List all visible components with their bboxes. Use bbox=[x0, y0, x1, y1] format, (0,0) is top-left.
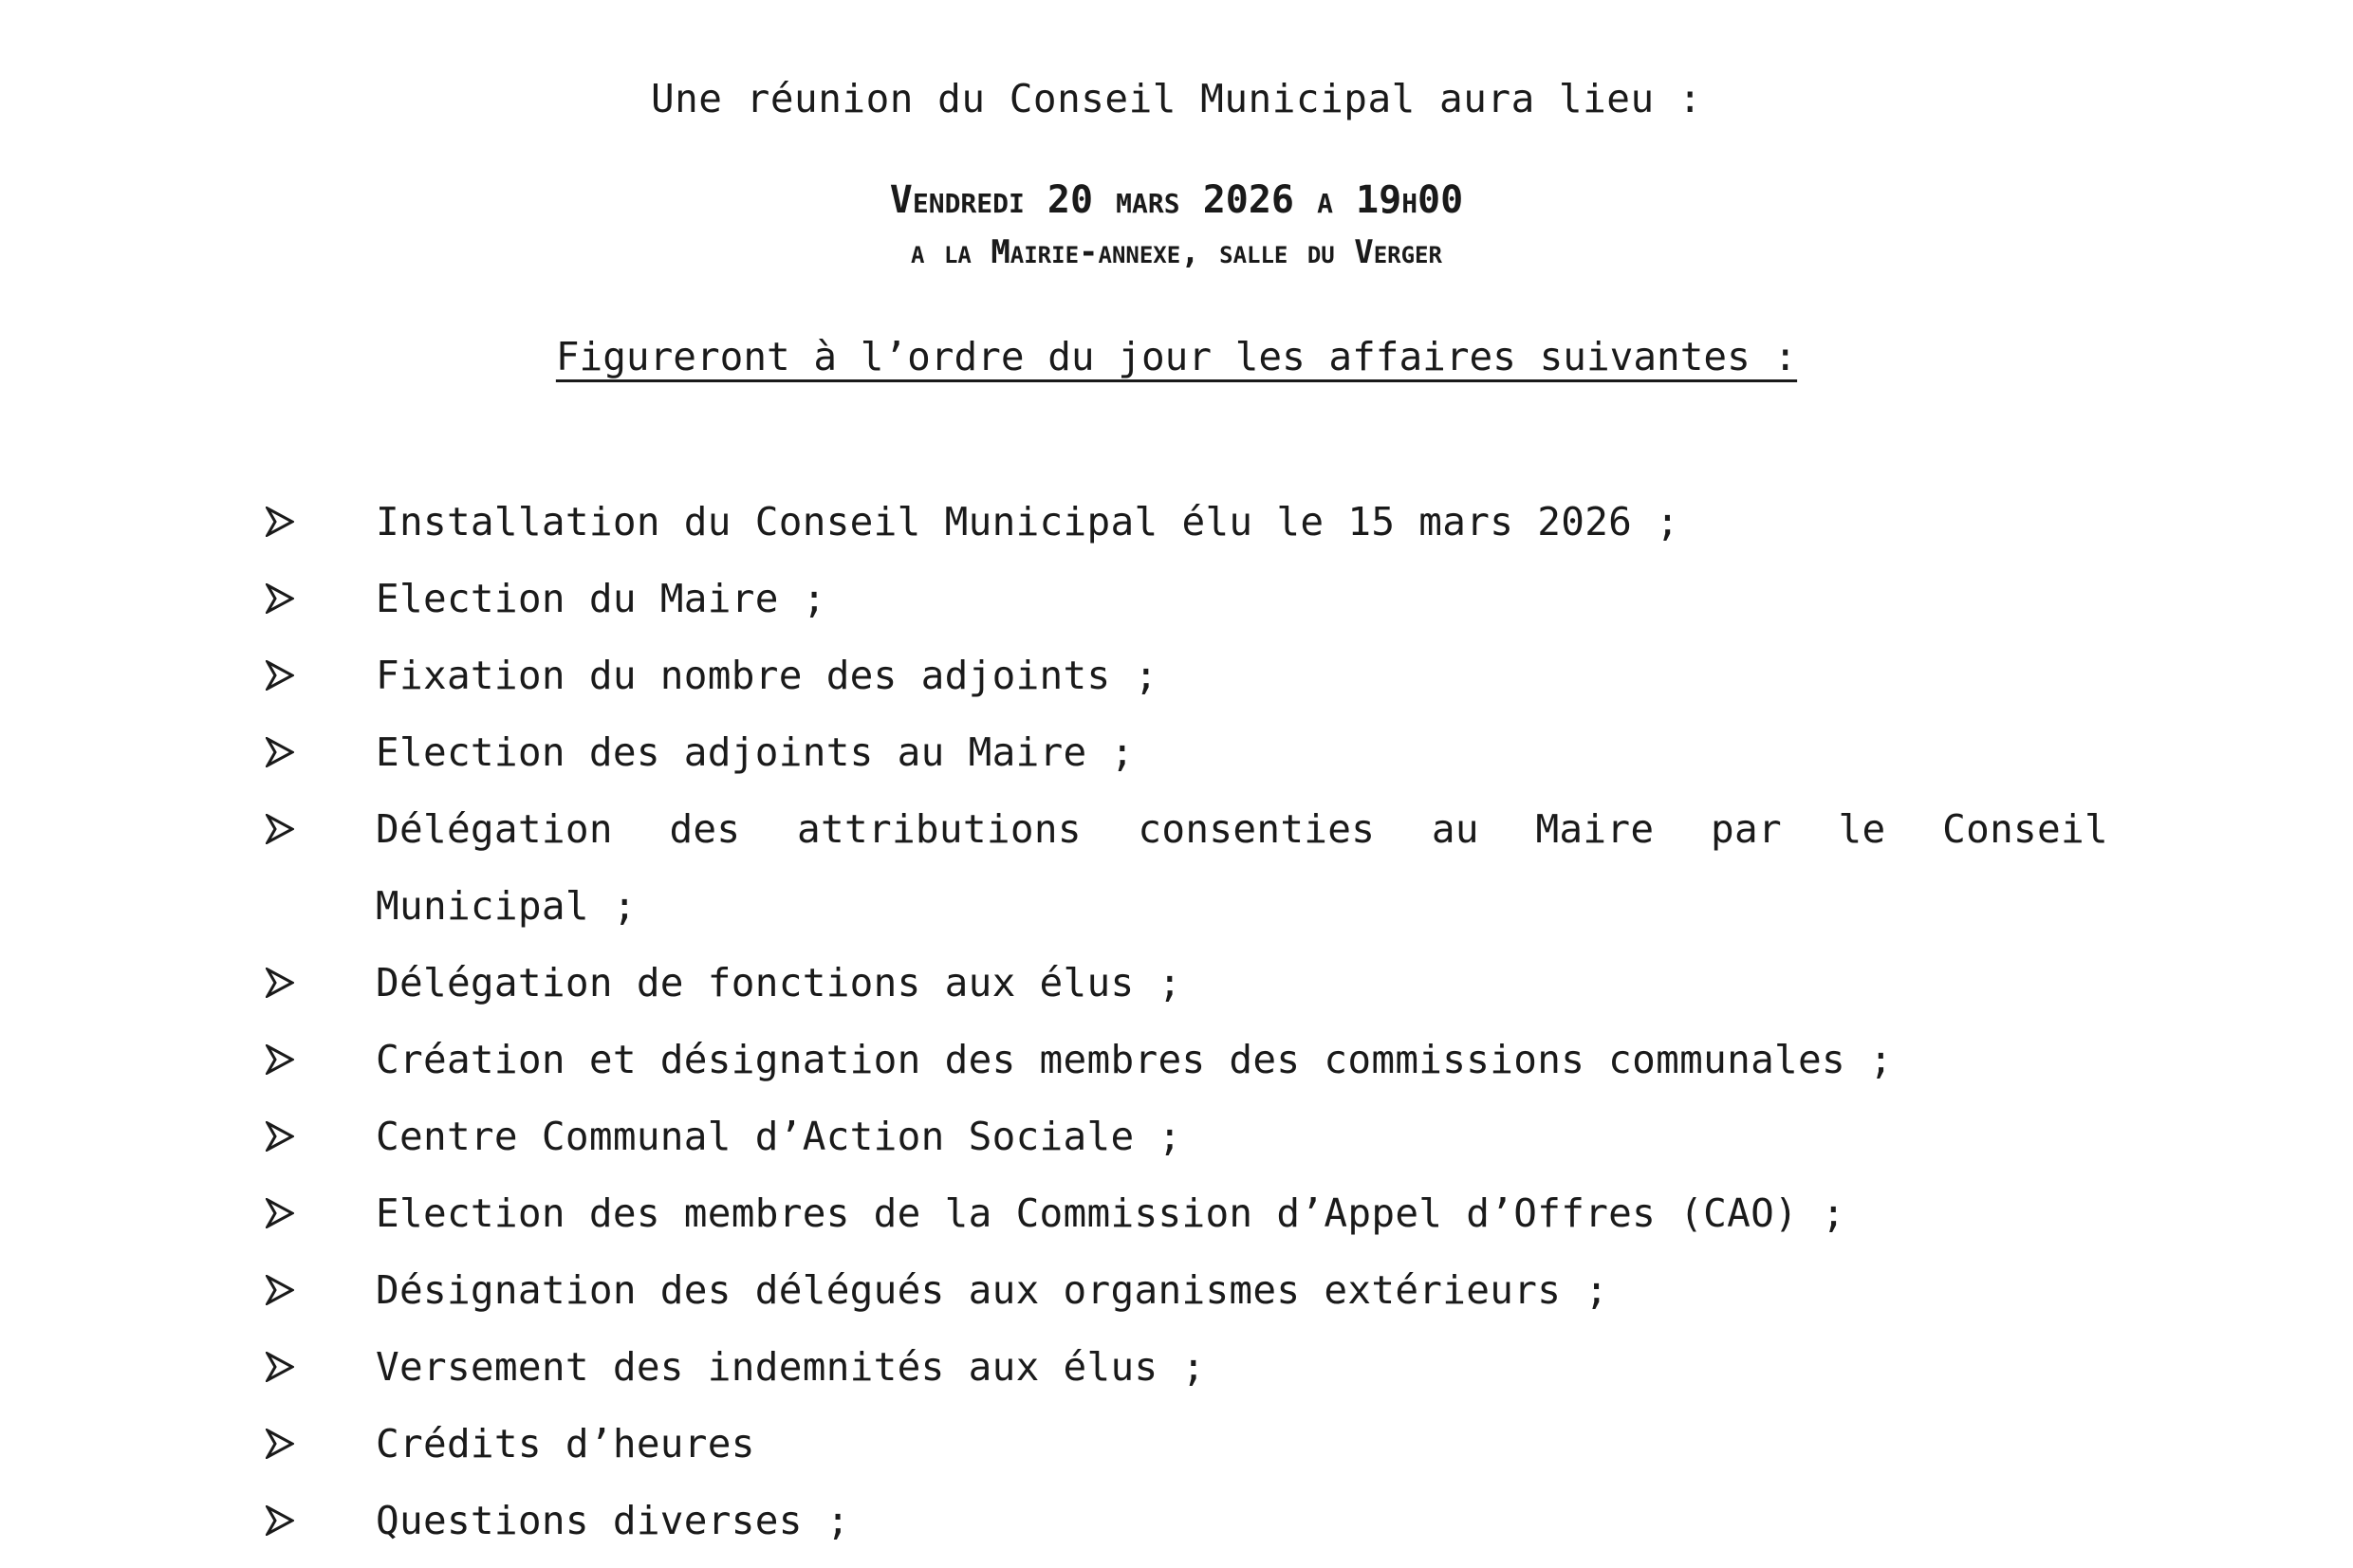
agenda-item bbox=[258, 945, 2108, 1022]
agenda-item bbox=[258, 637, 2108, 714]
agenda-heading: Figureront à l’ordre du jour les affaires suivantes : bbox=[555, 334, 1798, 379]
arrow-bullet-icon bbox=[266, 737, 294, 767]
arrow-bullet-icon bbox=[266, 507, 294, 537]
agenda-list bbox=[258, 484, 2108, 1559]
arrow-bullet-icon bbox=[266, 1429, 294, 1459]
meeting-location: a la Mairie-annexe, salle du Verger bbox=[911, 233, 1442, 271]
agenda-item-text-continued: Municipal ; bbox=[376, 883, 637, 929]
arrow-bullet-icon bbox=[266, 660, 294, 691]
agenda-item-text: Délégation des attributions consenties au Maire par le Conseil bbox=[376, 806, 2108, 852]
arrow-bullet-icon bbox=[266, 1198, 294, 1228]
agenda-item bbox=[258, 1252, 2108, 1329]
agenda-item bbox=[258, 714, 2108, 791]
agenda-item-text: Election des adjoints au Maire ; bbox=[376, 729, 1135, 775]
arrow-bullet-icon bbox=[266, 1352, 294, 1382]
agenda-item-text: Election du Maire ; bbox=[376, 576, 826, 621]
agenda-item-text: Création et désignation des membres des commissions communales ; bbox=[376, 1037, 1893, 1082]
agenda-item-text: Questions diverses ; bbox=[376, 1498, 850, 1543]
agenda-item-text: Crédits d’heures bbox=[376, 1421, 755, 1467]
agenda-item-text: Election des membres de la Commission d’Appel d’Offres (CAO) ; bbox=[376, 1190, 1846, 1236]
agenda-item bbox=[258, 1406, 2108, 1483]
arrow-bullet-icon bbox=[266, 583, 294, 614]
arrow-bullet-icon bbox=[266, 1505, 294, 1536]
agenda-item-text: Désignation des délégués aux organismes extérieurs ; bbox=[376, 1267, 1609, 1313]
arrow-bullet-icon bbox=[266, 1121, 294, 1152]
agenda-heading-wrap bbox=[0, 332, 2353, 381]
agenda-item bbox=[258, 1175, 2108, 1252]
meeting-announcement: Une réunion du Conseil Municipal aura lieu : bbox=[650, 76, 1703, 121]
agenda-item-text: Installation du Conseil Municipal élu le 15 mars 2026 ; bbox=[376, 499, 1680, 544]
arrow-bullet-icon bbox=[266, 1044, 294, 1075]
agenda-item-text: Fixation du nombre des adjoints ; bbox=[376, 653, 1158, 698]
agenda-item bbox=[258, 1483, 2108, 1559]
agenda-item-text: Délégation de fonctions aux élus ; bbox=[376, 960, 1182, 1005]
agenda-item bbox=[258, 561, 2108, 637]
arrow-bullet-icon bbox=[266, 814, 294, 844]
agenda-item bbox=[258, 1329, 2108, 1406]
agenda-item bbox=[258, 1022, 2108, 1098]
arrow-bullet-icon bbox=[266, 1275, 294, 1305]
agenda-item-text: Centre Communal d’Action Sociale ; bbox=[376, 1114, 1182, 1159]
agenda-item bbox=[258, 484, 2108, 561]
meeting-date-time: Vendredi 20 mars 2026 a 19h00 bbox=[889, 178, 1464, 222]
agenda-item bbox=[258, 791, 2108, 945]
agenda-item bbox=[258, 1098, 2108, 1175]
arrow-bullet-icon bbox=[266, 968, 294, 998]
agenda-item-text: Versement des indemnités aux élus ; bbox=[376, 1344, 1206, 1390]
